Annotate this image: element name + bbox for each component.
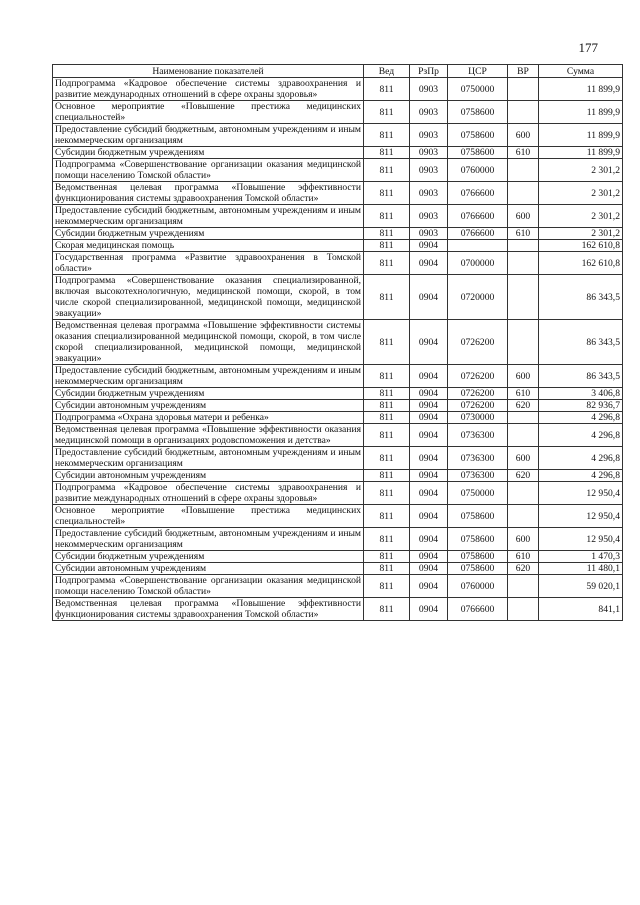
- row-name: Субсидии автономным учреждениям: [53, 470, 364, 482]
- row-vr: [508, 78, 539, 101]
- row-rzpr: 0903: [410, 159, 448, 182]
- row-csr: 0736300: [448, 424, 508, 447]
- table-row: [53, 205, 623, 228]
- row-sum: 4 296,8: [539, 470, 623, 482]
- row-ved: 811: [364, 482, 410, 505]
- row-csr: 0758600: [448, 551, 508, 563]
- row-ved: 811: [364, 598, 410, 621]
- row-sum: 86 343,5: [539, 365, 623, 388]
- row-vr: [508, 320, 539, 365]
- row-ved: 811: [364, 182, 410, 205]
- row-vr: [508, 505, 539, 528]
- row-name: Субсидии бюджетным учреждениям: [53, 388, 364, 400]
- row-csr: 0760000: [448, 159, 508, 182]
- row-ved: 811: [364, 240, 410, 252]
- row-ved: 811: [364, 275, 410, 320]
- row-ved: 811: [364, 365, 410, 388]
- row-csr: 0726200: [448, 320, 508, 365]
- row-ved: 811: [364, 252, 410, 275]
- row-sum: 162 610,8: [539, 252, 623, 275]
- row-vr: 600: [508, 365, 539, 388]
- row-vr: [508, 240, 539, 252]
- row-sum: 11 899,9: [539, 78, 623, 101]
- row-csr: 0758600: [448, 101, 508, 124]
- row-ved: 811: [364, 388, 410, 400]
- row-name: Подпрограмма «Совершенствование организации оказания медицинской помощи населению Томской области»: [53, 159, 364, 182]
- row-sum: 86 343,5: [539, 320, 623, 365]
- row-sum: 2 301,2: [539, 159, 623, 182]
- table-row: [53, 365, 623, 388]
- table-row: [53, 147, 623, 159]
- table-header-row: [53, 65, 623, 78]
- row-ved: 811: [364, 470, 410, 482]
- row-csr: 0758600: [448, 563, 508, 575]
- row-rzpr: 0904: [410, 275, 448, 320]
- row-vr: 600: [508, 124, 539, 147]
- table-row: [53, 228, 623, 240]
- row-ved: 811: [364, 563, 410, 575]
- row-vr: 620: [508, 470, 539, 482]
- row-csr: 0750000: [448, 78, 508, 101]
- table-row: [53, 252, 623, 275]
- row-vr: 610: [508, 147, 539, 159]
- row-ved: 811: [364, 447, 410, 470]
- row-rzpr: 0904: [410, 400, 448, 412]
- row-ved: 811: [364, 424, 410, 447]
- row-name: Ведомственная целевая программа «Повышение эффективности оказания медицинской помощи в организациях родовспоможения и детства»: [53, 424, 364, 447]
- row-vr: 600: [508, 447, 539, 470]
- row-name: Предоставление субсидий бюджетным, автономным учреждениям и иным некоммерческим организациям: [53, 124, 364, 147]
- row-sum: 11 480,1: [539, 563, 623, 575]
- table-row: [53, 275, 623, 320]
- row-rzpr: 0904: [410, 447, 448, 470]
- table-row: [53, 424, 623, 447]
- row-ved: 811: [364, 505, 410, 528]
- row-sum: 1 470,3: [539, 551, 623, 563]
- row-rzpr: 0904: [410, 470, 448, 482]
- row-name: Предоставление субсидий бюджетным, автономным учреждениям и иным некоммерческим организациям: [53, 447, 364, 470]
- row-sum: 12 950,4: [539, 482, 623, 505]
- row-rzpr: 0903: [410, 205, 448, 228]
- budget-table: [52, 64, 623, 621]
- table-row: [53, 470, 623, 482]
- row-csr: 0700000: [448, 252, 508, 275]
- row-ved: 811: [364, 528, 410, 551]
- row-sum: 4 296,8: [539, 412, 623, 424]
- row-csr: 0758600: [448, 505, 508, 528]
- row-vr: [508, 598, 539, 621]
- table-row: [53, 182, 623, 205]
- row-csr: 0730000: [448, 412, 508, 424]
- row-ved: 811: [364, 320, 410, 365]
- row-csr: 0736300: [448, 447, 508, 470]
- row-name: Ведомственная целевая программа «Повышение эффективности системы оказания специализированной медицинской помощи, скорой, в том числе скорой специализированной, медицинской помощи, медицинской эвакуации»: [53, 320, 364, 365]
- row-vr: [508, 101, 539, 124]
- row-csr: 0758600: [448, 528, 508, 551]
- table-row: [53, 528, 623, 551]
- row-name: Предоставление субсидий бюджетным, автономным учреждениям и иным некоммерческим организациям: [53, 528, 364, 551]
- row-vr: 620: [508, 563, 539, 575]
- table-row: [53, 101, 623, 124]
- row-ved: 811: [364, 124, 410, 147]
- row-csr: 0766600: [448, 598, 508, 621]
- row-rzpr: 0904: [410, 551, 448, 563]
- row-csr: 0750000: [448, 482, 508, 505]
- row-csr: 0726200: [448, 365, 508, 388]
- row-csr: 0720000: [448, 275, 508, 320]
- row-name: Субсидии бюджетным учреждениям: [53, 147, 364, 159]
- row-vr: [508, 424, 539, 447]
- row-name: Субсидии автономным учреждениям: [53, 563, 364, 575]
- page-number: 177: [578, 40, 598, 55]
- row-rzpr: 0904: [410, 320, 448, 365]
- header-csr: ЦСР: [448, 65, 508, 78]
- row-sum: 2 301,2: [539, 228, 623, 240]
- row-rzpr: 0903: [410, 78, 448, 101]
- row-ved: 811: [364, 205, 410, 228]
- row-vr: 610: [508, 388, 539, 400]
- table-row: [53, 563, 623, 575]
- row-vr: [508, 252, 539, 275]
- table-row: [53, 240, 623, 252]
- table-row: [53, 124, 623, 147]
- row-csr: 0726200: [448, 400, 508, 412]
- row-name: Подпрограмма «Охрана здоровья матери и ребенка»: [53, 412, 364, 424]
- table-row: [53, 388, 623, 400]
- row-ved: 811: [364, 78, 410, 101]
- row-name: Субсидии бюджетным учреждениям: [53, 551, 364, 563]
- row-vr: [508, 412, 539, 424]
- row-sum: 86 343,5: [539, 275, 623, 320]
- row-ved: 811: [364, 551, 410, 563]
- row-sum: 4 296,8: [539, 447, 623, 470]
- row-sum: 12 950,4: [539, 505, 623, 528]
- row-name: Государственная программа «Развитие здравоохранения в Томской области»: [53, 252, 364, 275]
- table-row: [53, 78, 623, 101]
- row-csr: 0726200: [448, 388, 508, 400]
- header-sum: Сумма: [539, 65, 623, 78]
- row-vr: 600: [508, 205, 539, 228]
- row-name: Предоставление субсидий бюджетным, автономным учреждениям и иным некоммерческим организациям: [53, 365, 364, 388]
- row-ved: 811: [364, 400, 410, 412]
- row-vr: 620: [508, 400, 539, 412]
- row-sum: 3 406,8: [539, 388, 623, 400]
- row-vr: [508, 159, 539, 182]
- row-sum: 12 950,4: [539, 528, 623, 551]
- row-rzpr: 0904: [410, 412, 448, 424]
- row-name: Ведомственная целевая программа «Повышение эффективности функционирования системы здравоохранения Томской области»: [53, 598, 364, 621]
- row-vr: 600: [508, 528, 539, 551]
- row-name: Предоставление субсидий бюджетным, автономным учреждениям и иным некоммерческим организациям: [53, 205, 364, 228]
- row-rzpr: 0904: [410, 505, 448, 528]
- row-sum: 11 899,9: [539, 101, 623, 124]
- row-csr: 0766600: [448, 228, 508, 240]
- header-rzpr: РзПр: [410, 65, 448, 78]
- table-row: [53, 447, 623, 470]
- row-name: Подпрограмма «Кадровое обеспечение системы здравоохранения и развитие международных отношений в сфере охраны здоровья»: [53, 78, 364, 101]
- row-sum: 162 610,8: [539, 240, 623, 252]
- table-row: [53, 551, 623, 563]
- row-name: Подпрограмма «Совершенствование организации оказания медицинской помощи населению Томской области»: [53, 575, 364, 598]
- row-rzpr: 0903: [410, 182, 448, 205]
- row-rzpr: 0904: [410, 365, 448, 388]
- row-ved: 811: [364, 159, 410, 182]
- row-name: Скорая медицинская помощь: [53, 240, 364, 252]
- row-name: Субсидии автономным учреждениям: [53, 400, 364, 412]
- table-row: [53, 505, 623, 528]
- row-vr: 610: [508, 551, 539, 563]
- row-csr: 0758600: [448, 124, 508, 147]
- header-vr: ВР: [508, 65, 539, 78]
- row-rzpr: 0904: [410, 388, 448, 400]
- row-csr: 0766600: [448, 182, 508, 205]
- row-rzpr: 0903: [410, 124, 448, 147]
- table-row: [53, 320, 623, 365]
- row-vr: [508, 575, 539, 598]
- row-name: Подпрограмма «Кадровое обеспечение системы здравоохранения и развитие международных отношений в сфере охраны здоровья»: [53, 482, 364, 505]
- table-row: [53, 598, 623, 621]
- row-rzpr: 0903: [410, 101, 448, 124]
- row-vr: 610: [508, 228, 539, 240]
- header-name: Наименование показателей: [53, 65, 364, 78]
- row-csr: 0736300: [448, 470, 508, 482]
- row-ved: 811: [364, 101, 410, 124]
- row-rzpr: 0904: [410, 482, 448, 505]
- row-rzpr: 0904: [410, 575, 448, 598]
- row-ved: 811: [364, 575, 410, 598]
- row-csr: [448, 240, 508, 252]
- row-sum: 2 301,2: [539, 205, 623, 228]
- table-row: [53, 159, 623, 182]
- row-sum: 59 020,1: [539, 575, 623, 598]
- row-sum: 11 899,9: [539, 147, 623, 159]
- row-vr: [508, 275, 539, 320]
- row-name: Основное мероприятие «Повышение престижа медицинских специальностей»: [53, 505, 364, 528]
- row-name: Ведомственная целевая программа «Повышение эффективности функционирования системы здравоохранения Томской области»: [53, 182, 364, 205]
- table-row: [53, 482, 623, 505]
- row-csr: 0766600: [448, 205, 508, 228]
- table-body: [53, 78, 623, 621]
- header-ved: Вед: [364, 65, 410, 78]
- row-name: Субсидии бюджетным учреждениям: [53, 228, 364, 240]
- table-row: [53, 400, 623, 412]
- row-sum: 11 899,9: [539, 124, 623, 147]
- row-vr: [508, 182, 539, 205]
- row-name: Подпрограмма «Совершенствование оказания специализированной, включая высокотехнологичную, медицинской помощи, скорой, в том числе скорой специализированной, медицинской помощи, медицинской эвакуации»: [53, 275, 364, 320]
- table-row: [53, 575, 623, 598]
- row-rzpr: 0904: [410, 563, 448, 575]
- row-csr: 0760000: [448, 575, 508, 598]
- row-sum: 82 936,7: [539, 400, 623, 412]
- row-rzpr: 0904: [410, 598, 448, 621]
- row-sum: 841,1: [539, 598, 623, 621]
- row-name: Основное мероприятие «Повышение престижа медицинских специальностей»: [53, 101, 364, 124]
- row-csr: 0758600: [448, 147, 508, 159]
- row-ved: 811: [364, 147, 410, 159]
- row-rzpr: 0904: [410, 252, 448, 275]
- row-rzpr: 0903: [410, 228, 448, 240]
- row-ved: 811: [364, 228, 410, 240]
- row-sum: 2 301,2: [539, 182, 623, 205]
- table-row: [53, 412, 623, 424]
- row-ved: 811: [364, 412, 410, 424]
- row-rzpr: 0904: [410, 240, 448, 252]
- row-rzpr: 0904: [410, 528, 448, 551]
- row-rzpr: 0904: [410, 424, 448, 447]
- row-vr: [508, 482, 539, 505]
- row-rzpr: 0903: [410, 147, 448, 159]
- row-sum: 4 296,8: [539, 424, 623, 447]
